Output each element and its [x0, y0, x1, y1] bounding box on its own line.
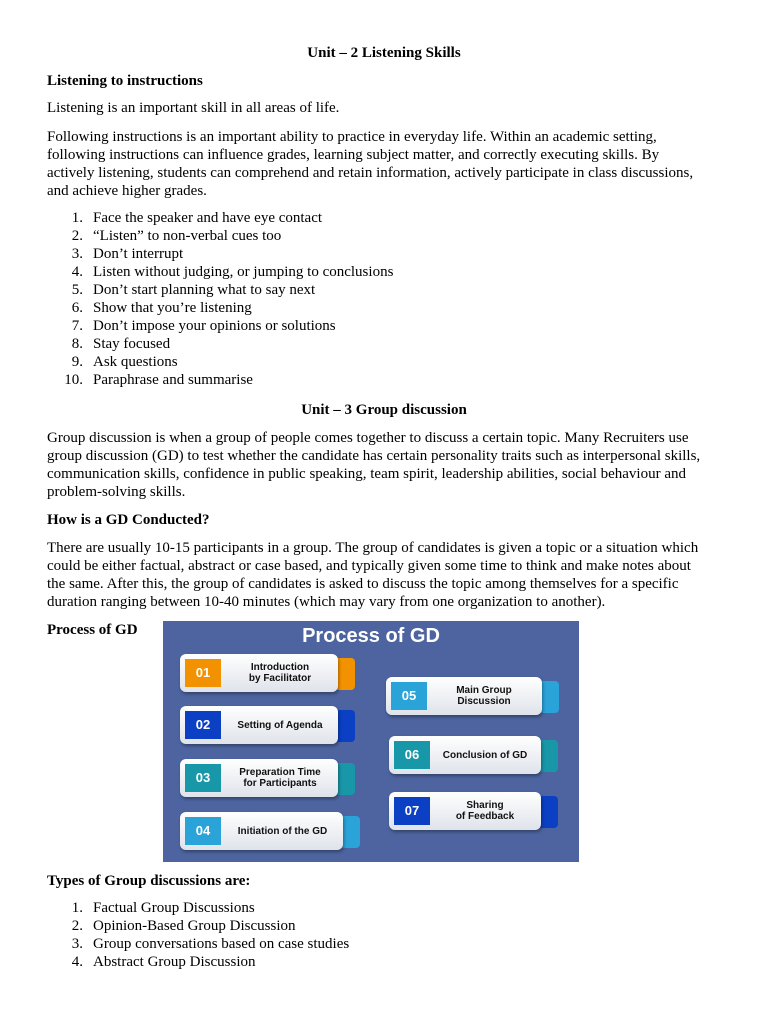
list-item: 10. Paraphrase and summarise	[64, 372, 253, 388]
list-item: 4. Listen without judging, or jumping to conclusions	[71, 264, 394, 280]
para-line: problem-solving skills.	[47, 484, 186, 500]
para-line: group discussion (GD) to test whether the candidate has certain personality traits such as interpersonal skills,	[47, 448, 701, 464]
list-item: 4. Abstract Group Discussion	[71, 954, 256, 970]
para-line: following instructions can influence grades, learning subject matter, and correctly executing skills. By	[47, 147, 660, 163]
para-line: communication skills, confidence in public speaking, team spirit, leadership abilities, social behaviour and	[47, 466, 687, 482]
list-item: 7. Don’t impose your opinions or solutions	[71, 318, 336, 334]
list-item: 2. Opinion-Based Group Discussion	[71, 918, 296, 934]
list-item: 3. Don’t interrupt	[71, 246, 184, 262]
para-line: and achieve higher grades.	[47, 183, 207, 199]
process-heading: Process of GD	[47, 622, 138, 638]
para-line: Following instructions is an important ability to practice in everyday life. Within an academic setting,	[47, 129, 657, 145]
how-gd-heading: How is a GD Conducted?	[47, 512, 210, 528]
listening-heading: Listening to instructions	[47, 73, 203, 89]
list-item: 1. Factual Group Discussions	[71, 900, 255, 916]
unit2-title: Unit – 2 Listening Skills	[307, 45, 461, 61]
list-item: 2. “Listen” to non-verbal cues too	[71, 228, 282, 244]
list-item: 1. Face the speaker and have eye contact	[71, 210, 323, 226]
gd-types-list	[47, 899, 349, 971]
gd-intro-para	[47, 429, 737, 501]
para-line: There are usually 10-15 participants in a group. The group of candidates is given a topic or a situation which	[47, 540, 699, 556]
para-line: Group discussion is when a group of people comes together to discuss a certain topic. Many Recruiters use	[47, 430, 689, 446]
listening-para2	[47, 128, 737, 200]
infographic-title: Process of GD	[302, 625, 440, 647]
list-item: 3. Group conversations based on case studies	[71, 936, 350, 952]
types-heading: Types of Group discussions are:	[47, 873, 251, 889]
list-item: 6. Show that you’re listening	[71, 300, 252, 316]
list-item: 8. Stay focused	[71, 336, 171, 352]
process-of-gd-infographic: Process of GD 01 Introduction by Facilitator 02 Setting of Agenda 03 Preparation Time for Participants 04 Initiation of the GD 05 Main Group Discussion 06 Conclusion of GD 07 Sharing of Feedback	[163, 621, 579, 862]
para-line: the same. After this, the group of candidates is asked to discuss the topic among themselves for a specific	[47, 576, 679, 592]
list-item: 5. Don’t start planning what to say next	[71, 282, 316, 298]
list-item: 9. Ask questions	[71, 354, 178, 370]
how-gd-para	[47, 539, 737, 611]
para-line: duration ranging between 10-40 minutes (which may vary from one organization to another).	[47, 594, 606, 610]
unit3-title: Unit – 3 Group discussion	[301, 402, 467, 418]
listening-tips-list	[47, 209, 393, 389]
para-line: actively listening, students can comprehend and retain information, actively participate in class discussions,	[47, 165, 694, 181]
listening-para1: Listening is an important skill in all areas of life.	[47, 100, 340, 116]
para-line: could be either factual, abstract or case based, and typically given some time to think and make notes about	[47, 558, 691, 574]
